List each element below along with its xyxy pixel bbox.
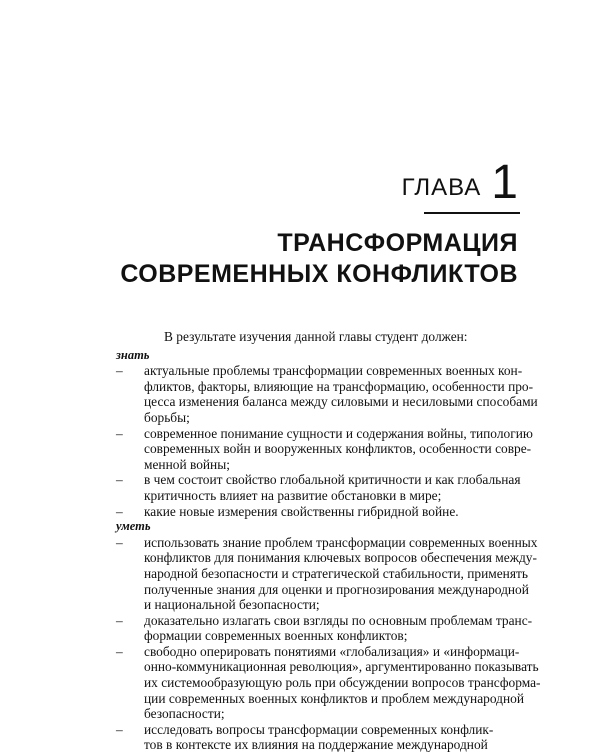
list-item (116, 612, 533, 644)
dash-bullet-icon: – (116, 472, 123, 488)
list-item (116, 643, 541, 722)
list-item (116, 504, 528, 520)
intro-text: В результате изучения данной главы студент должен: (164, 329, 468, 344)
list-item-line: в чем состоит свойство глобальной критичности и как глобальная (144, 472, 521, 488)
list-item-line: формации современных военных конфликтов; (144, 628, 408, 644)
list-item-line: современное понимание сущности и содержания войны, типологию (144, 425, 533, 441)
section-label: знать (116, 347, 150, 362)
list-item (116, 722, 528, 753)
list-item-line: доказательно излагать свои взгляды по основным проблемам транс- (144, 612, 533, 628)
list-item (116, 363, 538, 425)
list-item-line: какие новые измерения свойственны гибридной войне. (144, 503, 459, 519)
list-item-line: свободно оперировать понятиями «глобализация» и «информаци- (144, 643, 520, 659)
chapter-word: ГЛАВА (401, 174, 482, 201)
dash-bullet-icon: – (116, 425, 123, 441)
list-item-line: конфликтов для понимания ключевых вопросов обеспечения между- (144, 550, 537, 566)
list-item-line: критичность влияет на развитие обстановки в мире; (144, 487, 442, 503)
list-item-line: фликтов, факторы, влияющие на трансформацию, особенности про- (144, 378, 534, 394)
list-item-line: использовать знание проблем трансформации современных военных (144, 534, 538, 550)
list-item-line: ции современных военных конфликтов и проблем международной (144, 690, 525, 706)
chapter-heading (401, 156, 518, 209)
list-item-line: безопасности; (144, 706, 225, 722)
chapter-title-line: ТРАНСФОРМАЦИЯ (277, 229, 518, 257)
dash-bullet-icon: – (116, 643, 123, 659)
list-item-line: их системообразующую роль при обсуждении вопросов трансформа- (144, 675, 541, 691)
dash-bullet-icon: – (116, 612, 123, 628)
chapter-number: 1 (491, 156, 518, 209)
list-item-line: и национальной безопасности; (144, 597, 320, 613)
learning-outcomes (116, 329, 541, 753)
list-item (116, 425, 533, 473)
dash-bullet-icon: – (116, 721, 123, 737)
chapter-title (120, 228, 518, 290)
list-item-line: полученные знания для оценки и прогнозирования международной (144, 581, 529, 597)
list-item-line: цесса изменения баланса между силовыми и несиловыми способами (144, 394, 538, 410)
list-item-line: актуальные проблемы трансформации современных военных кон- (144, 363, 523, 379)
outcome-sections (116, 347, 541, 753)
dash-bullet-icon: – (116, 503, 123, 519)
list-item-line: современных войн и вооруженных конфликтов, особенности совре- (144, 441, 532, 457)
dash-bullet-icon: – (116, 534, 123, 550)
dash-bullet-icon: – (116, 363, 123, 379)
outcome-list (116, 534, 541, 753)
list-item-line: борьбы; (144, 409, 190, 425)
list-item (116, 534, 538, 613)
list-item-line: менной войны; (144, 456, 230, 472)
list-item-line: народной безопасности и стратегической стабильности, применять (144, 565, 528, 581)
list-item (116, 472, 528, 503)
list-item-line: исследовать вопросы трансформации современных конфлик- (144, 721, 494, 737)
chapter-title-line: СОВРЕМЕННЫХ КОНФЛИКТОВ (120, 260, 518, 288)
list-item-line: тов в контексте их влияния на поддержание международной (144, 737, 488, 753)
section-label: уметь (116, 519, 151, 534)
outcome-list (116, 363, 538, 519)
chapter-rule (424, 212, 520, 214)
list-item-line: онно-коммуникационная революция», аргументированно показывать (144, 659, 539, 675)
